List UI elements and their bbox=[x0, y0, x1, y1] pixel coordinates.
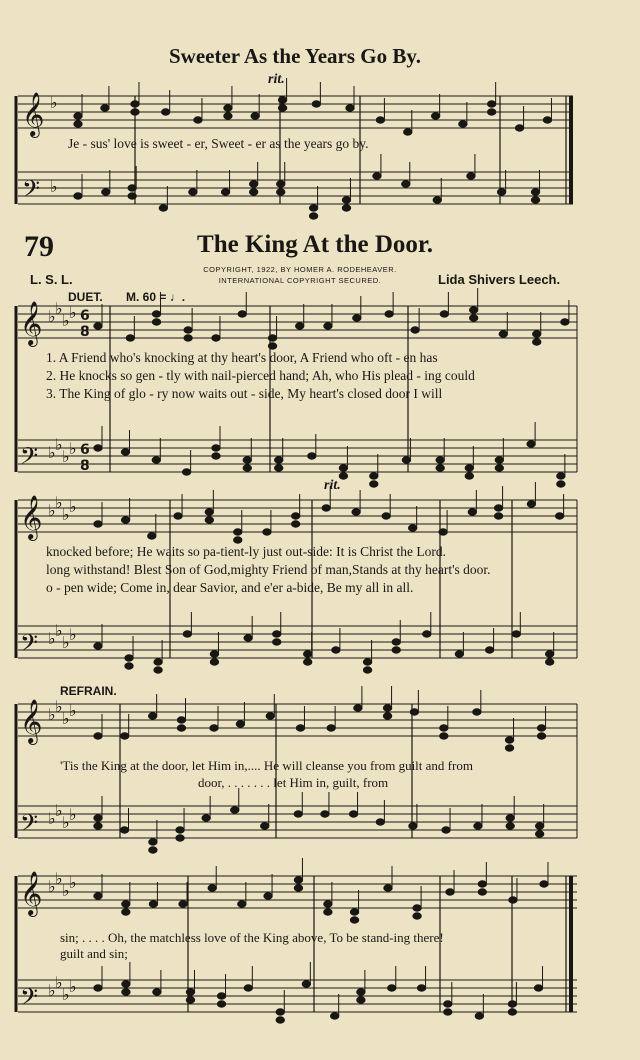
note-head bbox=[322, 505, 330, 511]
note-head bbox=[555, 513, 563, 519]
note-head bbox=[131, 109, 139, 115]
svg-text:♭: ♭ bbox=[48, 705, 56, 724]
note-head bbox=[149, 839, 157, 845]
note-head bbox=[531, 189, 539, 195]
svg-text:♭: ♭ bbox=[55, 493, 63, 512]
note-head bbox=[324, 901, 332, 907]
note-head bbox=[342, 205, 350, 211]
tempo-marking: M. 60 = ♩. bbox=[126, 290, 186, 304]
bass-clef-icon: 𝄢 bbox=[22, 175, 41, 208]
note-head bbox=[411, 327, 419, 333]
note-head bbox=[363, 659, 371, 665]
svg-text:♭: ♭ bbox=[69, 497, 77, 516]
note-head bbox=[231, 807, 239, 813]
note-head bbox=[249, 189, 257, 195]
refrain-label: REFRAIN. bbox=[60, 684, 117, 698]
note-head bbox=[535, 823, 543, 829]
note-head bbox=[469, 307, 477, 313]
note-head bbox=[467, 173, 475, 179]
svg-text:♭: ♭ bbox=[48, 443, 56, 462]
note-head bbox=[94, 643, 102, 649]
note-head bbox=[244, 985, 252, 991]
note-head bbox=[417, 985, 425, 991]
note-head bbox=[249, 181, 257, 187]
note-head bbox=[94, 823, 102, 829]
svg-text:8: 8 bbox=[80, 324, 90, 340]
note-head bbox=[176, 827, 184, 833]
note-head bbox=[431, 113, 439, 119]
note-head bbox=[238, 311, 246, 317]
note-head bbox=[465, 473, 473, 479]
note-head bbox=[303, 651, 311, 657]
note-head bbox=[212, 453, 220, 459]
svg-text:♭: ♭ bbox=[62, 709, 70, 728]
note-head bbox=[350, 917, 358, 923]
note-head bbox=[217, 1001, 225, 1007]
svg-text:𝄢: 𝄢 bbox=[20, 983, 39, 1016]
note-head bbox=[268, 335, 276, 341]
note-head bbox=[469, 315, 477, 321]
svg-text:♭: ♭ bbox=[62, 985, 70, 1004]
note-head bbox=[473, 709, 481, 715]
note-head bbox=[440, 311, 448, 317]
copyright-line-1: COPYRIGHT, 1922, BY HOMER A. RODEHEAVER. bbox=[203, 265, 397, 274]
svg-text:𝄞: 𝄞 bbox=[20, 495, 43, 539]
note-head bbox=[455, 651, 463, 657]
note-head bbox=[531, 197, 539, 203]
note-head bbox=[122, 901, 130, 907]
note-head bbox=[349, 811, 357, 817]
note-head bbox=[189, 189, 197, 195]
svg-text:♭: ♭ bbox=[55, 973, 63, 992]
note-head bbox=[495, 457, 503, 463]
note-head bbox=[182, 469, 190, 475]
note-head bbox=[202, 815, 210, 821]
note-head bbox=[186, 997, 194, 1003]
svg-text:6: 6 bbox=[80, 442, 90, 458]
refrain-line-2-bass: guilt and sin; bbox=[60, 946, 128, 961]
note-head bbox=[159, 205, 167, 211]
note-head bbox=[94, 733, 102, 739]
note-head bbox=[302, 981, 310, 987]
note-head bbox=[152, 319, 160, 325]
note-head bbox=[557, 473, 565, 479]
note-head bbox=[385, 311, 393, 317]
note-head bbox=[94, 893, 102, 899]
note-head bbox=[508, 1009, 516, 1015]
note-head bbox=[122, 989, 130, 995]
note-head bbox=[268, 343, 276, 349]
note-head bbox=[475, 1013, 483, 1019]
note-head bbox=[94, 521, 102, 527]
note-head bbox=[402, 457, 410, 463]
note-head bbox=[350, 909, 358, 915]
note-head bbox=[224, 113, 232, 119]
note-head bbox=[494, 505, 502, 511]
note-head bbox=[459, 121, 467, 127]
note-head bbox=[236, 721, 244, 727]
note-head bbox=[515, 125, 523, 131]
note-head bbox=[234, 529, 242, 535]
note-head bbox=[440, 725, 448, 731]
note-head bbox=[321, 811, 329, 817]
note-head bbox=[442, 827, 450, 833]
composer-initials: L. S. L. bbox=[30, 272, 73, 287]
note-head bbox=[294, 885, 302, 891]
note-head bbox=[128, 193, 136, 199]
svg-text:♭: ♭ bbox=[55, 801, 63, 820]
svg-text:6: 6 bbox=[80, 308, 90, 324]
svg-text:♭: ♭ bbox=[55, 621, 63, 640]
note-head bbox=[506, 815, 514, 821]
note-head bbox=[309, 213, 317, 219]
note-head bbox=[278, 97, 286, 103]
note-head bbox=[278, 105, 286, 111]
note-head bbox=[537, 733, 545, 739]
note-head bbox=[148, 713, 156, 719]
verse-2-line-2: long withstand! Blest Son of God,mighty Friend of man,Stands at thy heart's door. bbox=[46, 562, 491, 577]
note-head bbox=[294, 877, 302, 883]
svg-text:♭: ♭ bbox=[55, 299, 63, 318]
note-head bbox=[177, 717, 185, 723]
duet-label: DUET. bbox=[68, 290, 103, 304]
svg-text:𝄢: 𝄢 bbox=[20, 809, 39, 842]
note-head bbox=[221, 189, 229, 195]
note-head bbox=[537, 725, 545, 731]
note-head bbox=[277, 189, 285, 195]
note-head bbox=[128, 185, 136, 191]
note-head bbox=[275, 465, 283, 471]
note-head bbox=[125, 663, 133, 669]
copyright-line-2: INTERNATIONAL COPYRIGHT SECURED. bbox=[218, 276, 382, 285]
note-head bbox=[149, 901, 157, 907]
svg-text:♭: ♭ bbox=[69, 701, 77, 720]
svg-text:♭: ♭ bbox=[62, 633, 70, 652]
note-head bbox=[277, 181, 285, 187]
note-head bbox=[176, 835, 184, 841]
note-head bbox=[125, 655, 133, 661]
note-head bbox=[439, 529, 447, 535]
note-head bbox=[324, 323, 332, 329]
note-head bbox=[436, 465, 444, 471]
note-head bbox=[499, 331, 507, 337]
note-head bbox=[433, 197, 441, 203]
note-head bbox=[238, 901, 246, 907]
note-head bbox=[122, 909, 130, 915]
verse-3-line-1: 3. The King of glo - ry now waits out - side, My heart's closed door I will bbox=[46, 386, 443, 401]
note-head bbox=[373, 173, 381, 179]
rit-marking: rit. bbox=[268, 72, 285, 87]
note-head bbox=[243, 465, 251, 471]
note-head bbox=[533, 339, 541, 345]
lyricist: Lida Shivers Leech. bbox=[438, 272, 561, 287]
note-head bbox=[436, 457, 444, 463]
note-head bbox=[275, 457, 283, 463]
note-head bbox=[408, 525, 416, 531]
note-head bbox=[413, 905, 421, 911]
note-head bbox=[444, 1009, 452, 1015]
note-head bbox=[152, 457, 160, 463]
note-head bbox=[508, 1001, 516, 1007]
note-head bbox=[363, 667, 371, 673]
note-head bbox=[342, 197, 350, 203]
note-head bbox=[444, 1001, 452, 1007]
note-head bbox=[174, 513, 182, 519]
note-head bbox=[487, 109, 495, 115]
note-head bbox=[251, 113, 259, 119]
svg-text:♭: ♭ bbox=[55, 435, 63, 454]
note-head bbox=[392, 639, 400, 645]
note-head bbox=[487, 101, 495, 107]
svg-text:♭: ♭ bbox=[55, 869, 63, 888]
note-head bbox=[494, 513, 502, 519]
note-head bbox=[527, 441, 535, 447]
note-head bbox=[332, 647, 340, 653]
note-head bbox=[505, 745, 513, 751]
note-head bbox=[205, 509, 213, 515]
note-head bbox=[210, 725, 218, 731]
note-head bbox=[509, 897, 517, 903]
note-head bbox=[376, 819, 384, 825]
note-head bbox=[94, 985, 102, 991]
note-head bbox=[312, 101, 320, 107]
note-head bbox=[94, 815, 102, 821]
hymn-number: 79 bbox=[24, 230, 54, 263]
svg-text:♭: ♭ bbox=[69, 625, 77, 644]
note-head bbox=[533, 331, 541, 337]
note-head bbox=[101, 105, 109, 111]
note-head bbox=[266, 713, 274, 719]
note-head bbox=[273, 631, 281, 637]
note-head bbox=[194, 117, 202, 123]
svg-text:♭: ♭ bbox=[69, 805, 77, 824]
note-head bbox=[327, 725, 335, 731]
note-head bbox=[121, 449, 129, 455]
note-head bbox=[535, 831, 543, 837]
svg-text:𝄢: 𝄢 bbox=[20, 442, 39, 475]
svg-text:𝄞: 𝄞 bbox=[20, 699, 43, 743]
note-head bbox=[224, 105, 232, 111]
note-head bbox=[243, 457, 251, 463]
note-head bbox=[468, 509, 476, 515]
note-head bbox=[212, 445, 220, 451]
svg-text:♭: ♭ bbox=[69, 873, 77, 892]
note-head bbox=[179, 901, 187, 907]
note-head bbox=[346, 105, 354, 111]
note-head bbox=[120, 733, 128, 739]
note-head bbox=[478, 889, 486, 895]
refrain-line-2: sin; . . . . Oh, the matchless love of the King above, To be stand-ing there! bbox=[60, 930, 444, 945]
note-head bbox=[409, 823, 417, 829]
note-head bbox=[388, 985, 396, 991]
note-head bbox=[291, 521, 299, 527]
note-head bbox=[383, 713, 391, 719]
note-head bbox=[186, 989, 194, 995]
note-head bbox=[205, 517, 213, 523]
note-head bbox=[545, 651, 553, 657]
note-head bbox=[74, 113, 82, 119]
note-head bbox=[497, 189, 505, 195]
note-head bbox=[474, 823, 482, 829]
svg-text:♭: ♭ bbox=[50, 177, 58, 196]
note-head bbox=[465, 465, 473, 471]
note-head bbox=[126, 335, 134, 341]
note-head bbox=[506, 823, 514, 829]
note-head bbox=[384, 885, 392, 891]
hymn-title: The King At the Door. bbox=[197, 231, 433, 258]
note-head bbox=[545, 659, 553, 665]
note-head bbox=[370, 473, 378, 479]
note-head bbox=[440, 733, 448, 739]
note-head bbox=[376, 117, 384, 123]
note-head bbox=[210, 659, 218, 665]
svg-text:♭: ♭ bbox=[62, 881, 70, 900]
note-head bbox=[234, 537, 242, 543]
svg-text:𝄢: 𝄢 bbox=[20, 629, 39, 662]
note-head bbox=[122, 981, 130, 987]
note-head bbox=[352, 509, 360, 515]
note-head bbox=[94, 323, 102, 329]
note-head bbox=[152, 311, 160, 317]
note-head bbox=[121, 517, 129, 523]
note-head bbox=[540, 881, 548, 887]
note-head bbox=[263, 529, 271, 535]
svg-text:♭: ♭ bbox=[69, 977, 77, 996]
note-head bbox=[94, 445, 102, 451]
verse-1-line-2: knocked before; He waits so pa-tient-ly just out-side: It is Christ the Lord. bbox=[46, 544, 447, 559]
note-head bbox=[557, 481, 565, 487]
note-head bbox=[339, 465, 347, 471]
note-head bbox=[154, 667, 162, 673]
note-head bbox=[177, 725, 185, 731]
svg-text:♭: ♭ bbox=[69, 439, 77, 458]
svg-text:♭: ♭ bbox=[62, 447, 70, 466]
note-head bbox=[217, 993, 225, 999]
note-head bbox=[102, 189, 110, 195]
note-head bbox=[210, 651, 218, 657]
note-head bbox=[74, 121, 82, 127]
note-head bbox=[495, 465, 503, 471]
note-head bbox=[261, 823, 269, 829]
note-head bbox=[154, 659, 162, 665]
note-head bbox=[276, 1009, 284, 1015]
note-head bbox=[485, 647, 493, 653]
note-head bbox=[149, 847, 157, 853]
note-head bbox=[527, 501, 535, 507]
note-head bbox=[244, 635, 252, 641]
note-head bbox=[534, 985, 542, 991]
note-head bbox=[324, 909, 332, 915]
svg-text:♭: ♭ bbox=[55, 697, 63, 716]
svg-text:♭: ♭ bbox=[62, 813, 70, 832]
note-head bbox=[446, 889, 454, 895]
svg-text:𝄞: 𝄞 bbox=[20, 871, 43, 915]
note-head bbox=[303, 659, 311, 665]
verse-2-line-1: 2. He knocks so gen - tly with nail-pierced hand; Ah, who His plead - ing could bbox=[46, 368, 475, 383]
svg-text:♭: ♭ bbox=[48, 307, 56, 326]
svg-text:♭: ♭ bbox=[48, 809, 56, 828]
note-head bbox=[330, 1013, 338, 1019]
note-head bbox=[357, 989, 365, 995]
svg-text:♭: ♭ bbox=[48, 501, 56, 520]
note-head bbox=[382, 513, 390, 519]
note-head bbox=[264, 893, 272, 899]
note-head bbox=[308, 453, 316, 459]
previous-hymn-lyrics: Je - sus' love is sweet - er, Sweet - er as the years go by. bbox=[68, 136, 369, 151]
note-head bbox=[120, 827, 128, 833]
rit-marking: rit. bbox=[324, 478, 341, 493]
note-head bbox=[131, 101, 139, 107]
verse-1-line-1: 1. A Friend who's knocking at thy heart's door, A Friend who oft - en has bbox=[46, 350, 438, 365]
note-head bbox=[512, 631, 520, 637]
svg-text:♭: ♭ bbox=[48, 629, 56, 648]
note-head bbox=[404, 129, 412, 135]
treble-clef-icon: 𝄞 bbox=[22, 92, 45, 136]
svg-text:♭: ♭ bbox=[69, 303, 77, 322]
svg-text:♭: ♭ bbox=[48, 877, 56, 896]
note-head bbox=[296, 725, 304, 731]
note-head bbox=[291, 513, 299, 519]
note-head bbox=[74, 193, 82, 199]
note-head bbox=[392, 647, 400, 653]
svg-text:𝄞: 𝄞 bbox=[20, 301, 43, 345]
note-head bbox=[161, 109, 169, 115]
note-head bbox=[294, 811, 302, 817]
note-head bbox=[148, 533, 156, 539]
note-head bbox=[208, 885, 216, 891]
note-head bbox=[354, 705, 362, 711]
previous-hymn-title: Sweeter As the Years Go By. bbox=[169, 44, 421, 68]
note-head bbox=[309, 205, 317, 211]
refrain-line-1: 'Tis the King at the door, let Him in,.... He will cleanse you from guilt and from bbox=[60, 758, 473, 773]
svg-text:♭: ♭ bbox=[62, 505, 70, 524]
note-head bbox=[478, 881, 486, 887]
note-head bbox=[153, 989, 161, 995]
note-head bbox=[413, 913, 421, 919]
note-head bbox=[273, 639, 281, 645]
note-head bbox=[543, 117, 551, 123]
note-head bbox=[410, 709, 418, 715]
svg-text:8: 8 bbox=[80, 458, 90, 474]
note-head bbox=[370, 481, 378, 487]
svg-text:♭: ♭ bbox=[62, 311, 70, 330]
svg-text:♭: ♭ bbox=[50, 93, 58, 112]
note-head bbox=[212, 335, 220, 341]
note-head bbox=[183, 631, 191, 637]
note-head bbox=[357, 997, 365, 1003]
refrain-line-1-bass: door, . . . . . . . let Him in, guilt, from bbox=[198, 775, 389, 790]
note-head bbox=[561, 319, 569, 325]
note-head bbox=[184, 327, 192, 333]
svg-text:♭: ♭ bbox=[48, 981, 56, 1000]
note-head bbox=[423, 631, 431, 637]
note-head bbox=[402, 181, 410, 187]
verse-3-line-2: o - pen wide; Come in, dear Savior, and e'er a-bide, Be my all in all. bbox=[46, 580, 414, 595]
note-head bbox=[276, 1017, 284, 1023]
note-head bbox=[383, 705, 391, 711]
note-head bbox=[353, 315, 361, 321]
note-head bbox=[184, 335, 192, 341]
note-head bbox=[505, 737, 513, 743]
note-head bbox=[296, 323, 304, 329]
